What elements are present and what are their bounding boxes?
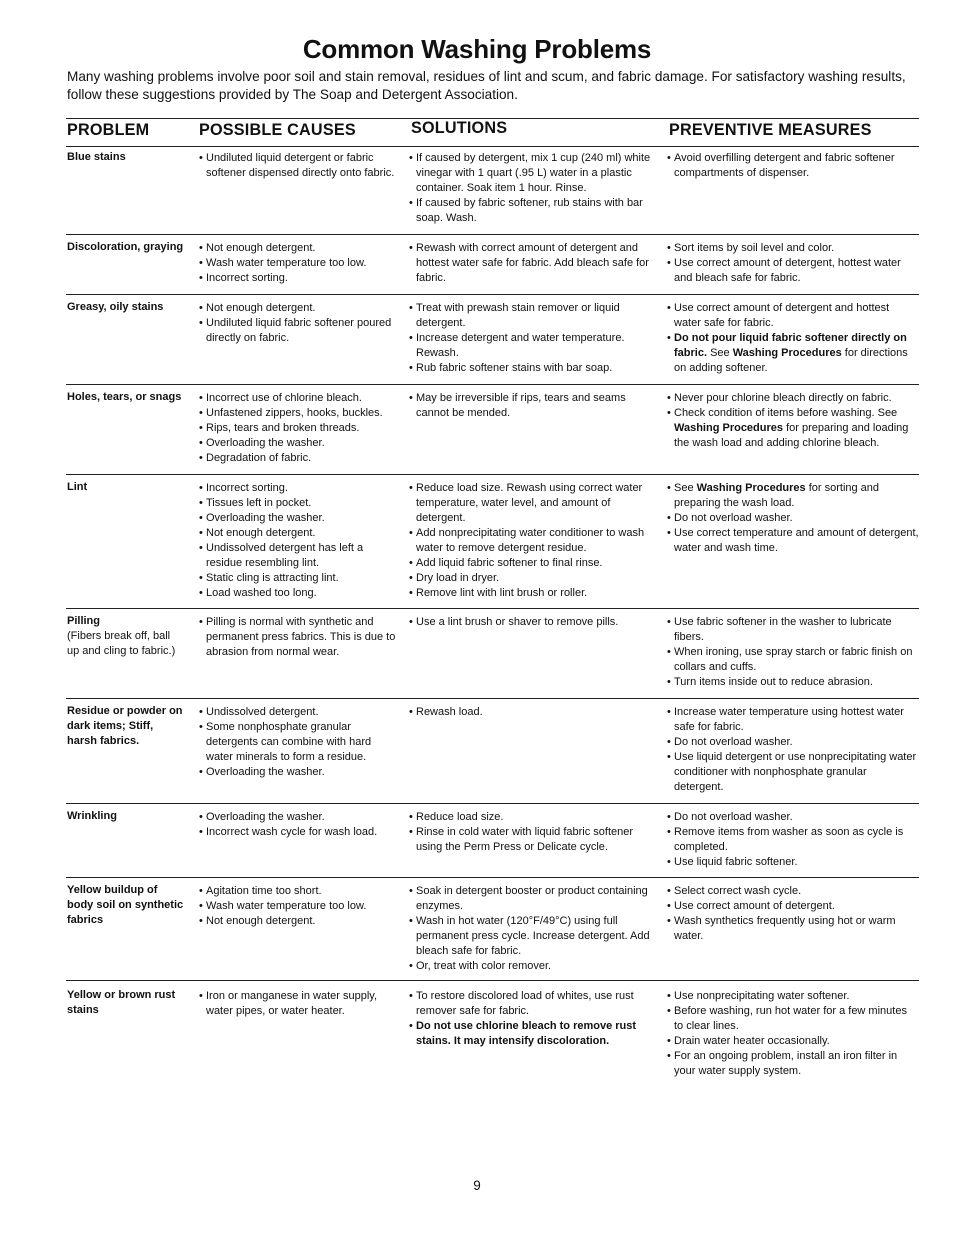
solutions-cell	[409, 241, 651, 286]
problem-cell	[67, 988, 185, 1018]
table-row	[66, 807, 919, 878]
problem-name: Blue stains	[67, 151, 126, 163]
text-run: Use correct amount of detergent.	[674, 900, 835, 912]
text-run: Iron or manganese in water supply, water pipes, or water heater.	[206, 990, 377, 1017]
solutions-item	[409, 810, 651, 825]
text-run: Use a lint brush or shaver to remove pills.	[416, 616, 619, 628]
problem-name: Yellow buildup of body soil on synthetic fabrics	[67, 884, 184, 926]
table-row	[66, 612, 919, 699]
possible-causes-item	[199, 271, 399, 286]
problem-cell	[67, 614, 185, 659]
text-run: Agitation time too short.	[206, 885, 322, 897]
possible-causes-list	[199, 481, 399, 601]
text-run: Or, treat with color remover.	[416, 960, 552, 972]
preventive-measures-item	[667, 914, 919, 944]
possible-causes-list	[199, 241, 399, 286]
text-run: Do not pour liquid fabric softener directly on fabric.	[674, 332, 907, 359]
text-run: Overloading the washer.	[206, 811, 325, 823]
text-run: Use liquid fabric softener.	[674, 856, 798, 868]
text-run: Treat with prewash stain remover or liquid detergent.	[416, 302, 620, 329]
possible-causes-list	[199, 301, 399, 346]
text-run: For an ongoing problem, install an iron filter in your water supply system.	[674, 1050, 898, 1077]
text-run: Incorrect use of chlorine bleach.	[206, 392, 362, 404]
text-run: Rinse in cold water with liquid fabric softener using the Perm Press or Delicate cycle.	[416, 826, 634, 853]
text-run: Wash synthetics frequently using hot or warm water.	[674, 915, 896, 942]
text-run: Incorrect wash cycle for wash load.	[206, 826, 378, 838]
possible-causes-item	[199, 511, 399, 526]
solutions-item	[409, 361, 651, 376]
problem-cell	[67, 480, 185, 495]
text-run: Not enough detergent.	[206, 527, 316, 539]
text-run: Rewash with correct amount of detergent and hottest water safe for fabric. Add bleach safe for fabric.	[416, 242, 649, 284]
text-run: Add nonprecipitating water conditioner to wash water to remove detergent residue.	[416, 527, 645, 554]
preventive-measures-item	[667, 810, 919, 825]
preventive-measures-item	[667, 735, 919, 750]
possible-causes-item	[199, 421, 399, 436]
text-run: Use fabric softener in the washer to lubricate fibers.	[674, 616, 892, 643]
solutions-cell	[409, 705, 651, 720]
table-row	[66, 148, 919, 235]
text-run: If caused by fabric softener, rub stains with bar soap. Wash.	[416, 197, 643, 224]
possible-causes-list	[199, 705, 399, 780]
possible-causes-cell	[199, 810, 399, 840]
text-run: Degradation of fabric.	[206, 452, 312, 464]
possible-causes-item	[199, 406, 399, 421]
possible-causes-item	[199, 451, 399, 466]
preventive-measures-item	[667, 241, 919, 256]
possible-causes-item	[199, 825, 399, 840]
text-run: Use correct amount of detergent and hottest water safe for fabric.	[674, 302, 890, 329]
possible-causes-cell	[199, 301, 399, 346]
solutions-item	[409, 959, 651, 974]
possible-causes-item	[199, 436, 399, 451]
preventive-measures-list	[667, 884, 919, 944]
text-run: Incorrect sorting.	[206, 482, 288, 494]
text-run: Pilling is normal with synthetic and permanent press fabrics. This is due to abrasion from normal wear.	[206, 616, 396, 658]
solutions-item	[409, 615, 651, 630]
solutions-cell	[409, 615, 651, 630]
solutions-item	[409, 301, 651, 331]
possible-causes-item	[199, 884, 399, 899]
solutions-list	[409, 151, 651, 226]
page-title: Common Washing Problems	[302, 34, 652, 64]
text-run: Rub fabric softener stains with bar soap.	[416, 362, 613, 374]
possible-causes-item	[199, 989, 399, 1019]
table-row	[66, 388, 919, 475]
possible-causes-item	[199, 391, 399, 406]
problem-name: Residue or powder on dark items; Stiff, harsh fabrics.	[67, 705, 183, 747]
problem-cell	[67, 300, 185, 315]
text-run: for directions on adding softener.	[674, 347, 908, 374]
preventive-measures-cell	[667, 481, 919, 556]
text-run: Check condition of items before washing. See	[674, 407, 898, 419]
text-run: See	[707, 347, 733, 359]
problem-name: Holes, tears, or snags	[67, 391, 182, 403]
possible-causes-item	[199, 720, 399, 765]
solutions-list	[409, 989, 651, 1049]
solutions-list	[409, 241, 651, 286]
preventive-measures-list	[667, 615, 919, 690]
preventive-measures-list	[667, 810, 919, 870]
preventive-measures-item	[667, 989, 919, 1004]
text-run: Rips, tears and broken threads.	[206, 422, 360, 434]
possible-causes-item	[199, 810, 399, 825]
solutions-item	[409, 825, 651, 855]
preventive-measures-list	[667, 989, 919, 1079]
preventive-measures-item	[667, 391, 919, 406]
preventive-measures-item	[667, 884, 919, 899]
possible-causes-item	[199, 241, 399, 256]
header-problem: PROBLEM	[67, 121, 150, 139]
possible-causes-cell	[199, 884, 399, 929]
problem-cell	[67, 809, 185, 824]
solutions-item	[409, 331, 651, 361]
solutions-item	[409, 241, 651, 286]
problem-cell	[67, 150, 185, 165]
header-solutions: SOLUTIONS	[411, 119, 508, 137]
header-possible-causes: POSSIBLE CAUSES	[199, 121, 356, 139]
solutions-list	[409, 884, 651, 974]
solutions-item	[409, 586, 651, 601]
text-run: Undiluted liquid detergent or fabric softener dispensed directly onto fabric.	[206, 152, 395, 179]
preventive-measures-list	[667, 301, 919, 376]
text-run: Increase detergent and water temperature. Rewash.	[416, 332, 625, 359]
text-run: Incorrect sorting.	[206, 272, 288, 284]
text-run: Overloading the washer.	[206, 437, 325, 449]
possible-causes-item	[199, 541, 399, 571]
preventive-measures-item	[667, 825, 919, 855]
solutions-item	[409, 556, 651, 571]
preventive-measures-list	[667, 481, 919, 556]
preventive-measures-item	[667, 1049, 919, 1079]
problem-name: Yellow or brown rust stains	[67, 989, 176, 1016]
preventive-measures-item	[667, 1004, 919, 1034]
solutions-cell	[409, 301, 651, 376]
text-run: Turn items inside out to reduce abrasion.	[674, 676, 873, 688]
text-run: Remove lint with lint brush or roller.	[416, 587, 588, 599]
text-run: for sorting and preparing the wash load.	[674, 482, 880, 509]
solutions-list	[409, 301, 651, 376]
possible-causes-item	[199, 899, 399, 914]
text-run: Some nonphosphate granular detergents can combine with hard water minerals to form a residue.	[206, 721, 372, 763]
possible-causes-item	[199, 765, 399, 780]
possible-causes-item	[199, 571, 399, 586]
possible-causes-list	[199, 391, 399, 466]
solutions-cell	[409, 391, 651, 421]
possible-causes-item	[199, 615, 399, 660]
text-run: Select correct wash cycle.	[674, 885, 802, 897]
possible-causes-cell	[199, 241, 399, 286]
table-row	[66, 298, 919, 385]
text-run: Never pour chlorine bleach directly on fabric.	[674, 392, 892, 404]
preventive-measures-list	[667, 705, 919, 795]
possible-causes-item	[199, 151, 399, 181]
text-run: Increase water temperature using hottest water safe for fabric.	[674, 706, 904, 733]
preventive-measures-cell	[667, 151, 919, 181]
table-header	[66, 118, 919, 147]
preventive-measures-cell	[667, 810, 919, 870]
preventive-measures-cell	[667, 989, 919, 1079]
problem-name: Lint	[67, 481, 88, 493]
preventive-measures-list	[667, 391, 919, 451]
text-run: Use liquid detergent or use nonprecipitating water conditioner with nonphosphate granular detergent.	[674, 751, 917, 793]
problem-cell	[67, 883, 185, 928]
possible-causes-list	[199, 884, 399, 929]
text-run: Not enough detergent.	[206, 915, 316, 927]
preventive-measures-item	[667, 899, 919, 914]
possible-causes-item	[199, 586, 399, 601]
text-run: Soak in detergent booster or product containing enzymes.	[416, 885, 648, 912]
possible-causes-list	[199, 810, 399, 840]
text-run: To restore discolored load of whites, use rust remover safe for fabric.	[416, 990, 634, 1017]
solutions-item	[409, 196, 651, 226]
text-run: Unfastened zippers, hooks, buckles.	[206, 407, 383, 419]
solutions-list	[409, 615, 651, 630]
possible-causes-list	[199, 989, 399, 1019]
preventive-measures-list	[667, 241, 919, 286]
solutions-cell	[409, 151, 651, 226]
possible-causes-item	[199, 914, 399, 929]
preventive-measures-cell	[667, 391, 919, 451]
text-run: Load washed too long.	[206, 587, 317, 599]
preventive-measures-list	[667, 151, 919, 181]
possible-causes-item	[199, 256, 399, 271]
text-run: Undissolved detergent.	[206, 706, 319, 718]
preventive-measures-item	[667, 406, 919, 451]
problem-name: Discoloration, graying	[67, 241, 184, 253]
text-run: Washing Procedures	[674, 422, 784, 434]
text-run: Static cling is attracting lint.	[206, 572, 339, 584]
table-row	[66, 702, 919, 804]
possible-causes-item	[199, 705, 399, 720]
text-run: Avoid overfilling detergent and fabric softener compartments of dispenser.	[674, 152, 895, 179]
text-run: Wash water temperature too low.	[206, 900, 367, 912]
text-run: Do not overload washer.	[674, 512, 793, 524]
text-run: When ironing, use spray starch or fabric finish on collars and cuffs.	[674, 646, 913, 673]
text-run: Overloading the washer.	[206, 512, 325, 524]
intro-paragraph: Many washing problems involve poor soil and stain removal, residues of lint and scum, and fabric damage. For satisfactory washing results, follow these suggestions provided by The Soap and Detergent Association.	[67, 69, 906, 102]
solutions-item	[409, 705, 651, 720]
preventive-measures-item	[667, 526, 919, 556]
header-preventive-measures: PREVENTIVE MEASURES	[669, 121, 872, 139]
solutions-item	[409, 571, 651, 586]
possible-causes-cell	[199, 151, 399, 181]
solutions-item	[409, 989, 651, 1019]
preventive-measures-item	[667, 301, 919, 331]
text-run: Do not overload washer.	[674, 736, 793, 748]
solutions-cell	[409, 481, 651, 601]
solutions-cell	[409, 884, 651, 974]
possible-causes-list	[199, 615, 399, 660]
text-run: Reduce load size.	[416, 811, 504, 823]
text-run: Do not overload washer.	[674, 811, 793, 823]
preventive-measures-item	[667, 256, 919, 286]
solutions-cell	[409, 810, 651, 855]
text-run: If caused by detergent, mix 1 cup (240 ml) white vinegar with 1 quart (.95 L) water in a plastic container. Soak item 1 hour. Rinse.	[416, 152, 651, 194]
possible-causes-item	[199, 316, 399, 346]
text-run: Sort items by soil level and color.	[674, 242, 835, 254]
text-run: Wash in hot water (120°F/49°C) using full permanent press cycle. Increase detergent. Add bleach safe for fabric.	[416, 915, 650, 957]
preventive-measures-cell	[667, 615, 919, 690]
problem-cell	[67, 704, 185, 749]
preventive-measures-item	[667, 645, 919, 675]
preventive-measures-cell	[667, 884, 919, 944]
possible-causes-cell	[199, 391, 399, 466]
possible-causes-list	[199, 151, 399, 181]
text-run: Tissues left in pocket.	[206, 497, 312, 509]
text-run: Wash water temperature too low.	[206, 257, 367, 269]
possible-causes-cell	[199, 615, 399, 660]
text-run: Washing Procedures	[732, 347, 842, 359]
problem-cell	[67, 390, 185, 405]
preventive-measures-item	[667, 855, 919, 870]
problem-name: Wrinkling	[67, 810, 117, 822]
text-run: Add liquid fabric softener to final rinse.	[416, 557, 603, 569]
preventive-measures-item	[667, 615, 919, 645]
solutions-item	[409, 481, 651, 526]
text-run: May be irreversible if rips, tears and seams cannot be mended.	[416, 392, 626, 419]
solutions-list	[409, 481, 651, 601]
possible-causes-cell	[199, 481, 399, 601]
text-run: Overloading the washer.	[206, 766, 325, 778]
possible-causes-cell	[199, 989, 399, 1019]
preventive-measures-item	[667, 331, 919, 376]
preventive-measures-item	[667, 481, 919, 511]
problem-note: (Fibers break off, ball up and cling to fabric.)	[67, 630, 176, 657]
text-run: for preparing and loading the wash load and adding chlorine bleach.	[674, 422, 909, 449]
preventive-measures-cell	[667, 241, 919, 286]
table-row	[66, 238, 919, 295]
table-row	[66, 478, 919, 609]
problem-name: Greasy, oily stains	[67, 301, 164, 313]
preventive-measures-item	[667, 511, 919, 526]
text-run: Undissolved detergent has left a residue resembling lint.	[206, 542, 364, 569]
text-run: See	[674, 482, 697, 494]
solutions-item	[409, 1019, 651, 1049]
solutions-list	[409, 705, 651, 720]
text-run: Rewash load.	[416, 706, 483, 718]
possible-causes-item	[199, 496, 399, 511]
preventive-measures-cell	[667, 705, 919, 795]
solutions-list	[409, 810, 651, 855]
preventive-measures-item	[667, 1034, 919, 1049]
page-number: 9	[473, 1178, 481, 1193]
problem-name: Pilling	[67, 615, 100, 627]
text-run: Not enough detergent.	[206, 242, 316, 254]
solutions-list	[409, 391, 651, 421]
solutions-item	[409, 914, 651, 959]
possible-causes-item	[199, 481, 399, 496]
table-row	[66, 986, 919, 1086]
possible-causes-item	[199, 526, 399, 541]
text-run: Use nonprecipitating water softener.	[674, 990, 850, 1002]
solutions-item	[409, 391, 651, 421]
preventive-measures-item	[667, 675, 919, 690]
preventive-measures-cell	[667, 301, 919, 376]
preventive-measures-item	[667, 705, 919, 735]
possible-causes-cell	[199, 705, 399, 780]
text-run: Reduce load size. Rewash using correct water temperature, water level, and amount of detergent.	[416, 482, 643, 524]
text-run: Not enough detergent.	[206, 302, 316, 314]
text-run: Remove items from washer as soon as cycle is completed.	[674, 826, 904, 853]
solutions-item	[409, 526, 651, 556]
text-run: Washing Procedures	[696, 482, 806, 494]
preventive-measures-item	[667, 151, 919, 181]
text-run: Undiluted liquid fabric softener poured directly on fabric.	[206, 317, 392, 344]
text-run: Use correct temperature and amount of detergent, water and wash time.	[674, 527, 919, 554]
preventive-measures-item	[667, 750, 919, 795]
text-run: Do not use chlorine bleach to remove rust stains. It may intensify discoloration.	[416, 1020, 637, 1047]
text-run: Use correct amount of detergent, hottest water and bleach safe for fabric.	[674, 257, 901, 284]
solutions-item	[409, 884, 651, 914]
table-row	[66, 881, 919, 981]
possible-causes-item	[199, 301, 399, 316]
text-run: Before washing, run hot water for a few minutes to clear lines.	[674, 1005, 907, 1032]
solutions-cell	[409, 989, 651, 1049]
solutions-item	[409, 151, 651, 196]
problem-cell	[67, 240, 185, 255]
text-run: Dry load in dryer.	[416, 572, 500, 584]
text-run: Drain water heater occasionally.	[674, 1035, 830, 1047]
